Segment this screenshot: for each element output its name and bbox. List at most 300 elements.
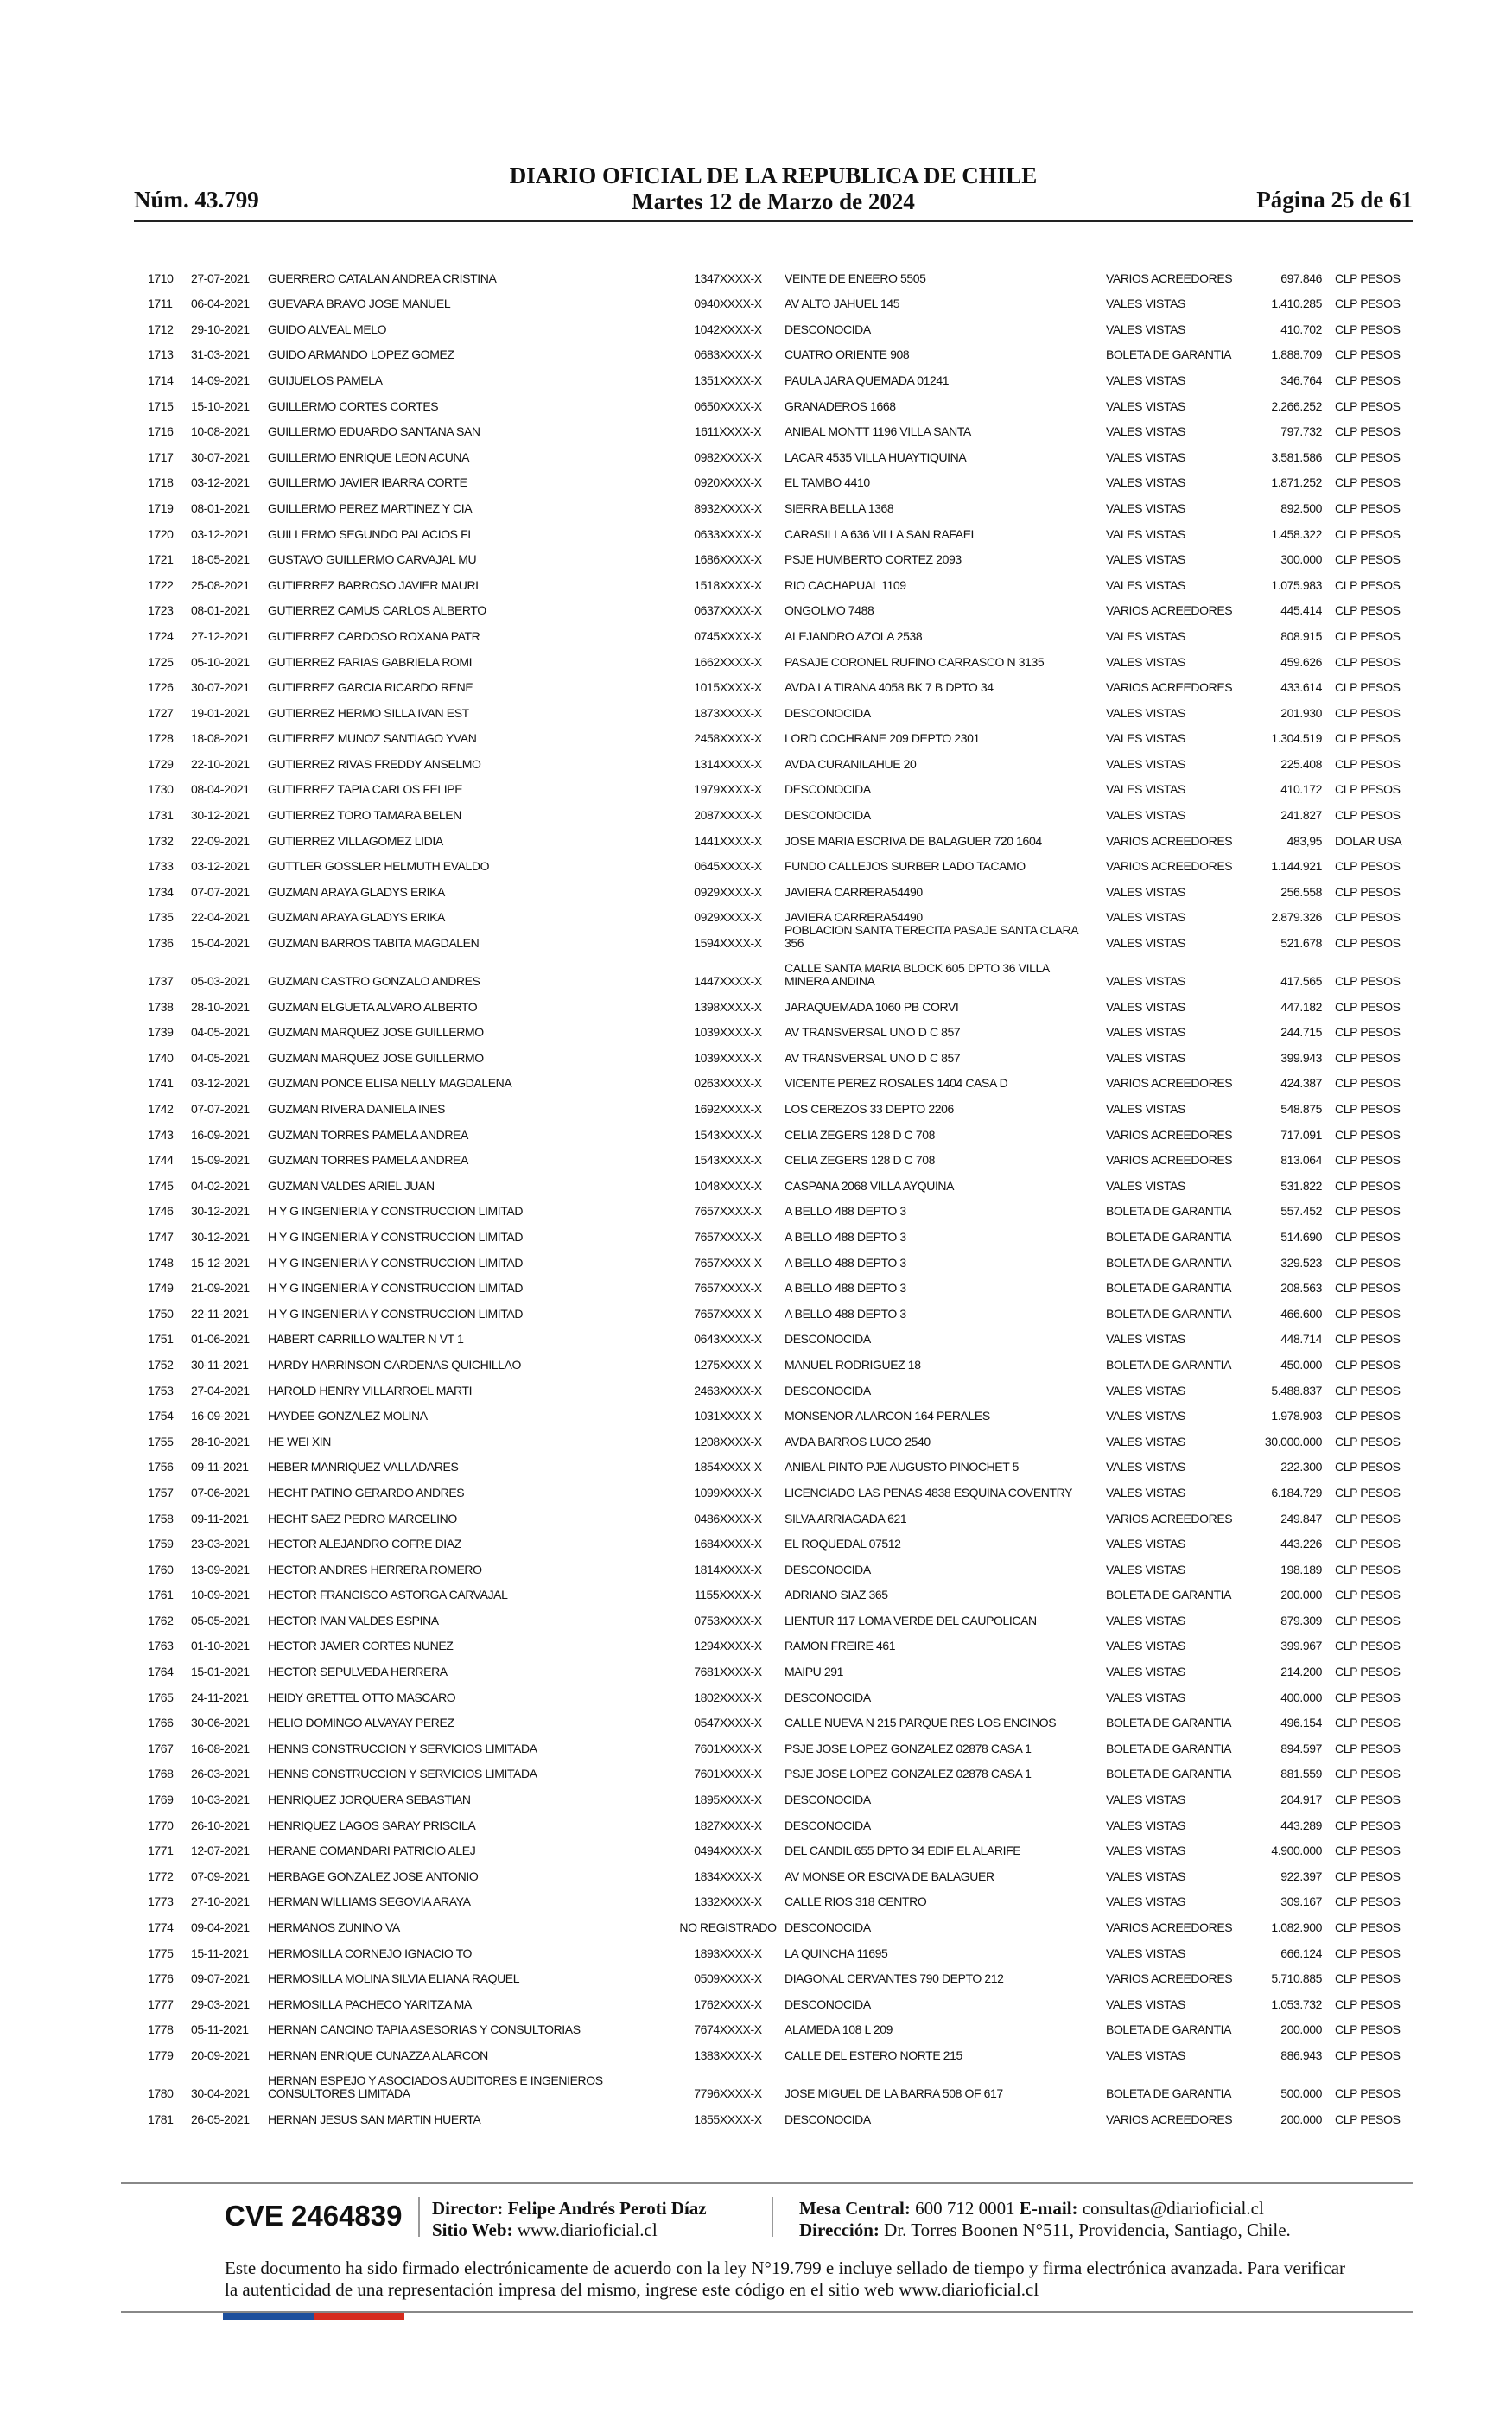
table-row [134, 341, 1413, 367]
currency: CLP PESOS [1335, 1511, 1401, 1525]
amount: 399.943 [1280, 1050, 1322, 1065]
address: JOSE MARIA ESCRIVA DE BALAGUER 720 1604 [785, 833, 1042, 848]
row-index: 1728 [148, 731, 174, 746]
holder-name: GUZMAN MARQUEZ JOSE GUILLERMO [268, 1050, 484, 1065]
currency: CLP PESOS [1335, 1332, 1401, 1347]
address: AVDA CURANILAHUE 20 [785, 756, 917, 771]
address: DESCONOCIDA [785, 1920, 871, 1934]
address: ADRIANO SIAZ 365 [785, 1588, 888, 1602]
table-row [134, 1223, 1413, 1249]
currency: CLP PESOS [1335, 884, 1401, 899]
currency: CLP PESOS [1335, 526, 1401, 541]
record-date: 22-09-2021 [191, 833, 250, 848]
rut: 1208XXXX-X [694, 1434, 762, 1449]
rut: 7601XXXX-X [694, 1741, 762, 1755]
record-date: 30-12-2021 [191, 1229, 250, 1244]
instrument-type: VALES VISTAS [1106, 1613, 1185, 1627]
currency: CLP PESOS [1335, 1076, 1401, 1091]
address: DESCONOCIDA [785, 322, 871, 336]
row-index: 1725 [148, 654, 174, 669]
amount: 2.266.252 [1271, 398, 1322, 413]
instrument-type: BOLETA DE GARANTIA [1106, 2086, 1232, 2100]
page-header [134, 162, 1413, 216]
address: CUATRO ORIENTE 908 [785, 347, 910, 362]
address: EL ROQUEDAL 07512 [785, 1537, 901, 1551]
currency: CLP PESOS [1335, 1895, 1401, 1909]
instrument-type: VALES VISTAS [1106, 449, 1185, 464]
table-row [134, 1351, 1413, 1377]
rut: 1518XXXX-X [694, 577, 762, 592]
rut: 0494XXXX-X [694, 1844, 762, 1858]
amount: 1.144.921 [1271, 859, 1322, 874]
row-index: 1727 [148, 705, 174, 720]
rut: 7657XXXX-X [694, 1306, 762, 1321]
address: POBLACION SANTA TERECITA PASAJE SANTA CLARA 356 [785, 923, 1078, 951]
currency: CLP PESOS [1335, 424, 1401, 439]
issue-number: Núm. 43.799 [134, 187, 259, 213]
rut: 0929XXXX-X [694, 910, 762, 925]
table-row [134, 443, 1413, 469]
instrument-type: VALES VISTAS [1106, 756, 1185, 771]
amount: 30.000.000 [1264, 1434, 1322, 1449]
amount: 214.200 [1280, 1665, 1322, 1679]
table-row [134, 1326, 1413, 1352]
rut: 1314XXXX-X [694, 756, 762, 771]
record-date: 07-09-2021 [191, 1869, 250, 1883]
record-date: 18-08-2021 [191, 731, 250, 746]
currency: CLP PESOS [1335, 1153, 1401, 1168]
instrument-type: VALES VISTAS [1106, 552, 1185, 567]
address: RIO CACHAPUAL 1109 [785, 577, 906, 592]
amount: 717.091 [1280, 1127, 1322, 1142]
row-index: 1731 [148, 808, 174, 823]
holder-name: GUZMAN BARROS TABITA MAGDALEN [268, 936, 480, 951]
amount: 450.000 [1280, 1357, 1322, 1372]
holder-name: GUTIERREZ MUNOZ SANTIAGO YVAN [268, 731, 477, 746]
rut: 1099XXXX-X [694, 1485, 762, 1500]
currency: CLP PESOS [1335, 1665, 1401, 1679]
holder-name: HAYDEE GONZALEZ MOLINA [268, 1409, 428, 1423]
table-row [134, 1172, 1413, 1198]
row-index: 1764 [148, 1665, 174, 1679]
table-row [134, 597, 1413, 623]
row-index: 1744 [148, 1153, 174, 1168]
record-date: 30-07-2021 [191, 680, 250, 695]
currency: CLP PESOS [1335, 859, 1401, 874]
instrument-type: VALES VISTAS [1106, 808, 1185, 823]
table-row [134, 1095, 1413, 1121]
record-date: 26-10-2021 [191, 1818, 250, 1832]
currency: CLP PESOS [1335, 1741, 1401, 1755]
currency: CLP PESOS [1335, 1383, 1401, 1398]
record-date: 07-06-2021 [191, 1485, 250, 1500]
instrument-type: VALES VISTAS [1106, 999, 1185, 1014]
currency: CLP PESOS [1335, 1178, 1401, 1193]
address: VICENTE PEREZ ROSALES 1404 CASA D [785, 1076, 1008, 1091]
holder-name: GUILLERMO EDUARDO SANTANA SAN [268, 424, 480, 439]
amount: 443.226 [1280, 1537, 1322, 1551]
amount: 500.000 [1280, 2086, 1322, 2100]
table-row [134, 1147, 1413, 1173]
table-row [134, 1198, 1413, 1224]
currency: CLP PESOS [1335, 398, 1401, 413]
record-date: 22-11-2021 [191, 1306, 249, 1321]
currency: CLP PESOS [1335, 974, 1401, 989]
instrument-type: VARIOS ACREEDORES [1106, 1920, 1233, 1934]
instrument-type: BOLETA DE GARANTIA [1106, 1741, 1232, 1755]
amount: 4.900.000 [1271, 1844, 1322, 1858]
holder-name: GUZMAN TORRES PAMELA ANDREA [268, 1153, 468, 1168]
holder-name: HERNAN ESPEJO Y ASOCIADOS AUDITORES E INGENIEROS CONSULTORES LIMITADA [268, 2073, 603, 2100]
row-index: 1763 [148, 1639, 174, 1653]
address: DESCONOCIDA [785, 1562, 871, 1576]
row-index: 1773 [148, 1895, 174, 1909]
currency: CLP PESOS [1335, 1996, 1401, 2011]
row-index: 1771 [148, 1844, 174, 1858]
record-date: 26-03-2021 [191, 1767, 250, 1781]
rut: 1594XXXX-X [694, 936, 762, 951]
address: DESCONOCIDA [785, 1332, 871, 1347]
rut: 1031XXXX-X [694, 1409, 762, 1423]
table-row [134, 1479, 1413, 1505]
holder-name: GUZMAN ARAYA GLADYS ERIKA [268, 884, 445, 899]
instrument-type: VALES VISTAS [1106, 731, 1185, 746]
address: DESCONOCIDA [785, 705, 871, 720]
address: MONSENOR ALARCON 164 PERALES [785, 1409, 990, 1423]
holder-name: HABERT CARRILLO WALTER N VT 1 [268, 1332, 464, 1347]
instrument-type: VALES VISTAS [1106, 1460, 1185, 1474]
amount: 6.184.729 [1271, 1485, 1322, 1500]
holder-name: HARDY HARRINSON CARDENAS QUICHILLAO [268, 1357, 522, 1372]
rut: 0650XXXX-X [694, 398, 762, 413]
currency: CLP PESOS [1335, 1639, 1401, 1653]
address: LACAR 4535 VILLA HUAYTIQUINA [785, 449, 967, 464]
table-row [134, 290, 1413, 316]
instrument-type: VALES VISTAS [1106, 1562, 1185, 1576]
holder-name: H Y G INGENIERIA Y CONSTRUCCION LIMITAD [268, 1306, 524, 1321]
address: DESCONOCIDA [785, 1818, 871, 1832]
holder-name: H Y G INGENIERIA Y CONSTRUCCION LIMITAD [268, 1255, 524, 1270]
record-date: 15-04-2021 [191, 936, 250, 951]
currency: CLP PESOS [1335, 1920, 1401, 1934]
record-date: 30-04-2021 [191, 2086, 250, 2100]
instrument-type: VALES VISTAS [1106, 974, 1185, 989]
table-row [134, 546, 1413, 572]
record-date: 05-03-2021 [191, 974, 250, 989]
holder-name: HECTOR ALEJANDRO COFRE DIAZ [268, 1537, 461, 1551]
instrument-type: BOLETA DE GARANTIA [1106, 1204, 1232, 1219]
rut: 0547XXXX-X [694, 1716, 762, 1730]
holder-name: HECHT PATINO GERARDO ANDRES [268, 1485, 465, 1500]
address: A BELLO 488 DEPTO 3 [785, 1255, 906, 1270]
publication-title: DIARIO OFICIAL DE LA REPUBLICA DE CHILE [509, 162, 1038, 188]
instrument-type: VALES VISTAS [1106, 654, 1185, 669]
amount: 808.915 [1280, 628, 1322, 643]
row-index: 1742 [148, 1102, 174, 1116]
currency: CLP PESOS [1335, 1613, 1401, 1627]
rut: 1762XXXX-X [694, 1996, 762, 2011]
table-row [134, 1556, 1413, 1582]
table-row [134, 2105, 1413, 2131]
currency: CLP PESOS [1335, 1204, 1401, 1219]
record-date: 05-05-2021 [191, 1613, 250, 1627]
currency: CLP PESOS [1335, 271, 1401, 285]
table-row [134, 923, 1413, 955]
instrument-type: VALES VISTAS [1106, 1383, 1185, 1398]
table-row [134, 955, 1413, 993]
amount: 1.978.903 [1271, 1409, 1322, 1423]
currency: CLP PESOS [1335, 603, 1401, 618]
row-index: 1745 [148, 1178, 174, 1193]
holder-name: HAROLD HENRY VILLARROEL MARTI [268, 1383, 473, 1398]
instrument-type: VALES VISTAS [1106, 373, 1185, 387]
amount: 433.614 [1280, 680, 1322, 695]
holder-name: HELIO DOMINGO ALVAYAY PEREZ [268, 1716, 454, 1730]
amount: 5.488.837 [1271, 1383, 1322, 1398]
holder-name: HERMOSILLA CORNEJO IGNACIO TO [268, 1946, 473, 1960]
table-row [134, 1658, 1413, 1684]
holder-name: GUTIERREZ FARIAS GABRIELA ROMI [268, 654, 473, 669]
row-index: 1758 [148, 1511, 174, 1525]
amount: 399.967 [1280, 1639, 1322, 1653]
holder-name: GUIDO ARMANDO LOPEZ GOMEZ [268, 347, 454, 362]
currency: CLP PESOS [1335, 936, 1401, 951]
table-row [134, 1786, 1413, 1812]
table-row [134, 2016, 1413, 2042]
holder-name: HENRIQUEZ LAGOS SARAY PRISCILA [268, 1818, 476, 1832]
mesa-phone: 600 712 0001 [915, 2198, 1015, 2219]
currency: CLP PESOS [1335, 756, 1401, 771]
amount: 483,95 [1286, 833, 1322, 848]
row-index: 1743 [148, 1127, 174, 1142]
rut: 0745XXXX-X [694, 628, 762, 643]
table-row [134, 1990, 1413, 2016]
record-date: 01-06-2021 [191, 1332, 250, 1347]
record-date: 25-08-2021 [191, 577, 250, 592]
instrument-type: VARIOS ACREEDORES [1106, 1153, 1233, 1168]
instrument-type: VARIOS ACREEDORES [1106, 1971, 1233, 1986]
address: CALLE RIOS 318 CENTRO [785, 1895, 927, 1909]
rut: 1332XXXX-X [694, 1895, 762, 1909]
currency: CLP PESOS [1335, 1229, 1401, 1244]
row-index: 1714 [148, 373, 174, 387]
record-date: 10-08-2021 [191, 424, 250, 439]
record-date: 22-04-2021 [191, 910, 250, 925]
record-date: 30-11-2021 [191, 1357, 249, 1372]
record-date: 30-12-2021 [191, 808, 250, 823]
currency: CLP PESOS [1335, 322, 1401, 336]
holder-name: GUILLERMO PEREZ MARTINEZ Y CIA [268, 500, 473, 515]
row-index: 1729 [148, 756, 174, 771]
table-row [134, 1710, 1413, 1735]
table-row [134, 1044, 1413, 1070]
rut: 0683XXXX-X [694, 347, 762, 362]
currency: CLP PESOS [1335, 1767, 1401, 1781]
currency: CLP PESOS [1335, 1946, 1401, 1960]
holder-name: H Y G INGENIERIA Y CONSTRUCCION LIMITAD [268, 1229, 524, 1244]
holder-name: HECTOR SEPULVEDA HERRERA [268, 1665, 448, 1679]
address: DESCONOCIDA [785, 1996, 871, 2011]
record-date: 04-05-2021 [191, 1050, 250, 1065]
table-row [134, 1275, 1413, 1301]
address: SILVA ARRIAGADA 621 [785, 1511, 907, 1525]
row-index: 1762 [148, 1613, 174, 1627]
record-date: 29-10-2021 [191, 322, 250, 336]
amount: 410.702 [1280, 322, 1322, 336]
instrument-type: VALES VISTAS [1106, 424, 1185, 439]
table-row [134, 1428, 1413, 1454]
row-index: 1719 [148, 500, 174, 515]
address: DESCONOCIDA [785, 808, 871, 823]
rut: 1692XXXX-X [694, 1102, 762, 1116]
record-date: 07-07-2021 [191, 884, 250, 899]
rut: 1895XXXX-X [694, 1793, 762, 1807]
holder-name: GUILLERMO CORTES CORTES [268, 398, 439, 413]
row-index: 1747 [148, 1229, 174, 1244]
instrument-type: VALES VISTAS [1106, 1818, 1185, 1832]
rut: 2458XXXX-X [694, 731, 762, 746]
amount: 208.563 [1280, 1281, 1322, 1296]
holder-name: H Y G INGENIERIA Y CONSTRUCCION LIMITAD [268, 1281, 524, 1296]
currency: CLP PESOS [1335, 2047, 1401, 2062]
row-index: 1734 [148, 884, 174, 899]
record-date: 15-11-2021 [191, 1946, 249, 1960]
amount: 410.172 [1280, 782, 1322, 797]
address: EL TAMBO 4410 [785, 475, 870, 490]
record-date: 16-08-2021 [191, 1741, 250, 1755]
instrument-type: VALES VISTAS [1106, 577, 1185, 592]
amount: 200.000 [1280, 2022, 1322, 2037]
currency: CLP PESOS [1335, 1025, 1401, 1040]
amount: 346.764 [1280, 373, 1322, 387]
chile-flag-stripe [223, 2313, 404, 2320]
instrument-type: VALES VISTAS [1106, 782, 1185, 797]
currency: CLP PESOS [1335, 2111, 1401, 2126]
row-index: 1766 [148, 1716, 174, 1730]
amount: 3.581.586 [1271, 449, 1322, 464]
table-row [134, 571, 1413, 597]
holder-name: GUZMAN RIVERA DANIELA INES [268, 1102, 446, 1116]
amount: 1.888.709 [1271, 347, 1322, 362]
header-center [134, 162, 1413, 214]
rut: 1873XXXX-X [694, 705, 762, 720]
rut: 1039XXXX-X [694, 1025, 762, 1040]
rut: NO REGISTRADO [679, 1920, 777, 1934]
currency: CLP PESOS [1335, 705, 1401, 720]
currency: CLP PESOS [1335, 1793, 1401, 1807]
record-date: 28-10-2021 [191, 999, 250, 1014]
amount: 448.714 [1280, 1332, 1322, 1347]
amount: 1.304.519 [1271, 731, 1322, 746]
rut: 0263XXXX-X [694, 1076, 762, 1091]
address: AV MONSE OR ESCIVA DE BALAGUER [785, 1869, 994, 1883]
row-index: 1737 [148, 974, 174, 989]
record-date: 12-07-2021 [191, 1844, 250, 1858]
row-index: 1735 [148, 910, 174, 925]
amount: 2.879.326 [1271, 910, 1322, 925]
signature-notice: Este documento ha sido firmado electrónicamente de acuerdo con la ley N°19.799 e incluye sellado de tiempo y firma electrónica avanzada. Para verificar la autenticidad de una representación impresa del mismo, ingrese este código en el sitio web www.diarioficial.cl [225, 2258, 1346, 2300]
row-index: 1740 [148, 1050, 174, 1065]
currency: CLP PESOS [1335, 1281, 1401, 1296]
holder-name: GUILLERMO ENRIQUE LEON ACUNA [268, 449, 470, 464]
instrument-type: VALES VISTAS [1106, 1434, 1185, 1449]
rut: 0920XXXX-X [694, 475, 762, 490]
rut: 0643XXXX-X [694, 1332, 762, 1347]
instrument-type: BOLETA DE GARANTIA [1106, 347, 1232, 362]
currency: CLP PESOS [1335, 1818, 1401, 1832]
record-date: 18-05-2021 [191, 552, 250, 567]
holder-name: GUZMAN VALDES ARIEL JUAN [268, 1178, 435, 1193]
amount: 200.000 [1280, 2111, 1322, 2126]
address: A BELLO 488 DEPTO 3 [785, 1204, 906, 1219]
rut: 7601XXXX-X [694, 1767, 762, 1781]
record-date: 04-02-2021 [191, 1178, 250, 1193]
record-date: 29-03-2021 [191, 1996, 250, 2011]
record-date: 05-11-2021 [191, 2022, 249, 2037]
table-row [134, 827, 1413, 853]
currency: CLP PESOS [1335, 628, 1401, 643]
address: PSJE HUMBERTO CORTEZ 2093 [785, 552, 962, 567]
row-index: 1754 [148, 1409, 174, 1423]
address-value: Dr. Torres Boonen N°511, Providencia, Santiago, Chile. [884, 2219, 1291, 2240]
amount: 222.300 [1280, 1460, 1322, 1474]
table-row [134, 1403, 1413, 1429]
amount: 514.690 [1280, 1229, 1322, 1244]
rut: 1802XXXX-X [694, 1690, 762, 1704]
amount: 201.930 [1280, 705, 1322, 720]
address: LICENCIADO LAS PENAS 4838 ESQUINA COVENTRY [785, 1485, 1073, 1500]
record-date: 28-10-2021 [191, 1434, 250, 1449]
row-index: 1759 [148, 1537, 174, 1551]
record-date: 09-04-2021 [191, 1920, 250, 1934]
holder-name: GUTIERREZ HERMO SILLA IVAN EST [268, 705, 469, 720]
amount: 879.309 [1280, 1613, 1322, 1627]
email-label: E-mail: [1019, 2198, 1078, 2219]
row-index: 1768 [148, 1767, 174, 1781]
table-row [134, 1121, 1413, 1147]
rut: 1383XXXX-X [694, 2047, 762, 2062]
table-row [134, 1684, 1413, 1710]
holder-name: GUTIERREZ GARCIA RICARDO RENE [268, 680, 473, 695]
rut: 1347XXXX-X [694, 271, 762, 285]
address: CASPANA 2068 VILLA AYQUINA [785, 1178, 955, 1193]
address: DEL CANDIL 655 DPTO 34 EDIF EL ALARIFE [785, 1844, 1021, 1858]
instrument-type: BOLETA DE GARANTIA [1106, 1767, 1232, 1781]
email-link[interactable]: consultas@diarioficial.cl [1082, 2198, 1264, 2219]
instrument-type: VALES VISTAS [1106, 1485, 1185, 1500]
rut: 1854XXXX-X [694, 1460, 762, 1474]
record-date: 15-09-2021 [191, 1153, 250, 1168]
row-index: 1777 [148, 1996, 174, 2011]
holder-name: GUTIERREZ TORO TAMARA BELEN [268, 808, 461, 823]
table-row [134, 494, 1413, 520]
rut: 7681XXXX-X [694, 1665, 762, 1679]
amount: 204.917 [1280, 1793, 1322, 1807]
footer-top-divider [121, 2182, 1413, 2184]
row-index: 1776 [148, 1971, 174, 1986]
address: LOS CEREZOS 33 DEPTO 2206 [785, 1102, 954, 1116]
row-index: 1780 [148, 2086, 174, 2100]
currency: CLP PESOS [1335, 910, 1401, 925]
currency: CLP PESOS [1335, 1971, 1401, 1986]
record-date: 07-07-2021 [191, 1102, 250, 1116]
record-date: 27-07-2021 [191, 271, 250, 285]
website-link[interactable]: www.diarioficial.cl [517, 2219, 658, 2240]
instrument-type: VALES VISTAS [1106, 1537, 1185, 1551]
instrument-type: VALES VISTAS [1106, 1895, 1185, 1909]
amount: 447.182 [1280, 999, 1322, 1014]
row-index: 1750 [148, 1306, 174, 1321]
